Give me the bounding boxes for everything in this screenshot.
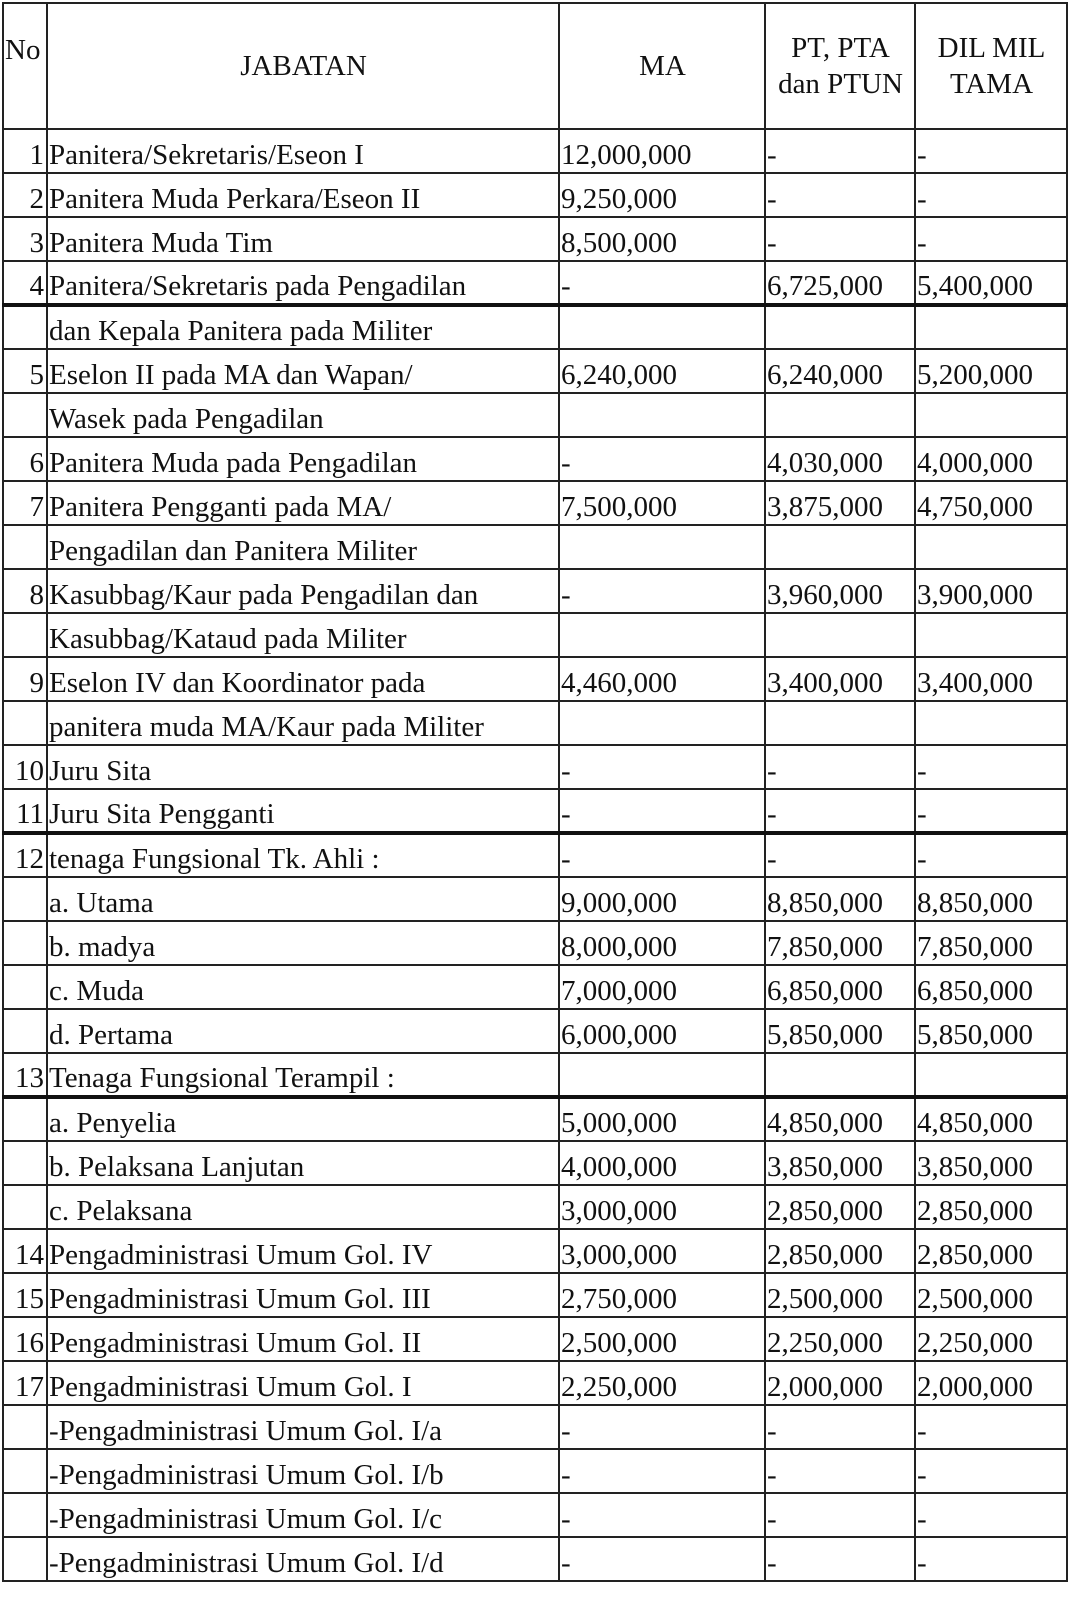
row-no bbox=[3, 305, 47, 349]
row-jabatan: tenaga Fungsional Tk. Ahli : bbox=[47, 833, 559, 877]
row-ma: - bbox=[559, 1493, 765, 1537]
row-dil: 4,750,000 bbox=[915, 481, 1067, 525]
row-pt: 6,850,000 bbox=[765, 965, 915, 1009]
row-no bbox=[3, 1185, 47, 1229]
row-no: 2 bbox=[3, 173, 47, 217]
row-no: 10 bbox=[3, 745, 47, 789]
row-pt bbox=[765, 613, 915, 657]
row-pt: - bbox=[765, 1537, 915, 1581]
row-jabatan: panitera muda MA/Kaur pada Militer bbox=[47, 701, 559, 745]
row-pt: 4,850,000 bbox=[765, 1097, 915, 1141]
row-ma bbox=[559, 1053, 765, 1097]
row-no: 3 bbox=[3, 217, 47, 261]
table-row bbox=[3, 1185, 1067, 1229]
table-row bbox=[3, 1493, 1067, 1537]
row-pt bbox=[765, 1053, 915, 1097]
row-no: 1 bbox=[3, 129, 47, 173]
row-no: 17 bbox=[3, 1361, 47, 1405]
table-row bbox=[3, 921, 1067, 965]
header-pt-line1: PT, PTA bbox=[791, 32, 890, 64]
table-row bbox=[3, 745, 1067, 789]
row-dil: - bbox=[915, 1537, 1067, 1581]
table-row bbox=[3, 789, 1067, 833]
table-row bbox=[3, 613, 1067, 657]
header-jabatan: JABATAN bbox=[47, 3, 559, 129]
row-pt: 6,240,000 bbox=[765, 349, 915, 393]
table-row bbox=[3, 877, 1067, 921]
row-pt bbox=[765, 525, 915, 569]
table-row bbox=[3, 217, 1067, 261]
row-pt: 3,850,000 bbox=[765, 1141, 915, 1185]
table-row bbox=[3, 1141, 1067, 1185]
row-pt: - bbox=[765, 1449, 915, 1493]
header-ma: MA bbox=[559, 3, 765, 129]
row-ma: 3,000,000 bbox=[559, 1185, 765, 1229]
row-jabatan: Juru Sita bbox=[47, 745, 559, 789]
header-no: No bbox=[3, 3, 47, 129]
row-jabatan: Eselon IV dan Koordinator pada bbox=[47, 657, 559, 701]
row-dil: - bbox=[915, 1449, 1067, 1493]
row-no: 14 bbox=[3, 1229, 47, 1273]
row-jabatan: Panitera/Sekretaris/Eseon I bbox=[47, 129, 559, 173]
header-pt-line2: dan PTUN bbox=[778, 68, 903, 100]
table-row bbox=[3, 1097, 1067, 1141]
row-ma: 7,500,000 bbox=[559, 481, 765, 525]
header-dilmiltama bbox=[915, 3, 1067, 129]
table-row bbox=[3, 701, 1067, 745]
table-row bbox=[3, 305, 1067, 349]
table-row bbox=[3, 261, 1067, 305]
row-no: 12 bbox=[3, 833, 47, 877]
row-no bbox=[3, 1405, 47, 1449]
header-dil-line1: DIL MIL bbox=[937, 32, 1046, 64]
row-jabatan: Panitera Muda Perkara/Eseon II bbox=[47, 173, 559, 217]
row-jabatan: -Pengadministrasi Umum Gol. I/d bbox=[47, 1537, 559, 1581]
row-jabatan: -Pengadministrasi Umum Gol. I/a bbox=[47, 1405, 559, 1449]
row-jabatan: Pengadministrasi Umum Gol. II bbox=[47, 1317, 559, 1361]
row-no bbox=[3, 1141, 47, 1185]
table-row bbox=[3, 965, 1067, 1009]
table-row bbox=[3, 1317, 1067, 1361]
row-dil: - bbox=[915, 833, 1067, 877]
row-jabatan: c. Muda bbox=[47, 965, 559, 1009]
row-jabatan: a. Utama bbox=[47, 877, 559, 921]
row-ma: 3,000,000 bbox=[559, 1229, 765, 1273]
row-dil bbox=[915, 305, 1067, 349]
header-dil-line2: TAMA bbox=[949, 68, 1034, 100]
row-pt: - bbox=[765, 1405, 915, 1449]
row-pt: - bbox=[765, 1493, 915, 1537]
row-ma: 6,240,000 bbox=[559, 349, 765, 393]
row-jabatan: c. Pelaksana bbox=[47, 1185, 559, 1229]
row-no bbox=[3, 393, 47, 437]
row-dil: 8,850,000 bbox=[915, 877, 1067, 921]
row-ma: - bbox=[559, 745, 765, 789]
row-pt: 2,500,000 bbox=[765, 1273, 915, 1317]
row-no bbox=[3, 1493, 47, 1537]
row-no: 5 bbox=[3, 349, 47, 393]
row-jabatan: Panitera Muda Tim bbox=[47, 217, 559, 261]
row-pt: 3,960,000 bbox=[765, 569, 915, 613]
row-dil bbox=[915, 701, 1067, 745]
row-pt: 8,850,000 bbox=[765, 877, 915, 921]
row-dil: - bbox=[915, 789, 1067, 833]
row-jabatan: Eselon II pada MA dan Wapan/ bbox=[47, 349, 559, 393]
table-row bbox=[3, 437, 1067, 481]
row-jabatan: Wasek pada Pengadilan bbox=[47, 393, 559, 437]
row-dil: - bbox=[915, 745, 1067, 789]
table-row bbox=[3, 657, 1067, 701]
row-dil bbox=[915, 393, 1067, 437]
row-jabatan: -Pengadministrasi Umum Gol. I/b bbox=[47, 1449, 559, 1493]
row-jabatan: Pengadministrasi Umum Gol. IV bbox=[47, 1229, 559, 1273]
row-dil: 3,400,000 bbox=[915, 657, 1067, 701]
row-ma bbox=[559, 701, 765, 745]
table-row bbox=[3, 349, 1067, 393]
row-no: 7 bbox=[3, 481, 47, 525]
row-no bbox=[3, 701, 47, 745]
table-row bbox=[3, 1009, 1067, 1053]
row-ma: 12,000,000 bbox=[559, 129, 765, 173]
row-ma: 7,000,000 bbox=[559, 965, 765, 1009]
row-pt: - bbox=[765, 217, 915, 261]
row-ma: 4,000,000 bbox=[559, 1141, 765, 1185]
row-dil: - bbox=[915, 217, 1067, 261]
row-no bbox=[3, 1449, 47, 1493]
row-jabatan: Panitera Pengganti pada MA/ bbox=[47, 481, 559, 525]
table-row bbox=[3, 1405, 1067, 1449]
row-no: 9 bbox=[3, 657, 47, 701]
row-pt: 2,850,000 bbox=[765, 1185, 915, 1229]
table-row bbox=[3, 129, 1067, 173]
table-row bbox=[3, 173, 1067, 217]
row-ma: - bbox=[559, 261, 765, 305]
row-ma: 8,000,000 bbox=[559, 921, 765, 965]
table-row bbox=[3, 833, 1067, 877]
row-no: 13 bbox=[3, 1053, 47, 1097]
row-pt: 3,400,000 bbox=[765, 657, 915, 701]
row-pt bbox=[765, 393, 915, 437]
row-ma bbox=[559, 525, 765, 569]
row-jabatan: Kasubbag/Kataud pada Militer bbox=[47, 613, 559, 657]
row-jabatan: dan Kepala Panitera pada Militer bbox=[47, 305, 559, 349]
row-dil: 4,000,000 bbox=[915, 437, 1067, 481]
table-row bbox=[3, 393, 1067, 437]
table-row bbox=[3, 481, 1067, 525]
row-pt: - bbox=[765, 173, 915, 217]
header-pt-pta-ptun bbox=[765, 3, 915, 129]
salary-table bbox=[2, 2, 1068, 1582]
row-dil: 7,850,000 bbox=[915, 921, 1067, 965]
row-no bbox=[3, 1009, 47, 1053]
row-ma bbox=[559, 613, 765, 657]
row-jabatan: Panitera/Sekretaris pada Pengadilan bbox=[47, 261, 559, 305]
row-dil: - bbox=[915, 1405, 1067, 1449]
row-no bbox=[3, 525, 47, 569]
row-pt: 7,850,000 bbox=[765, 921, 915, 965]
row-dil: 3,900,000 bbox=[915, 569, 1067, 613]
row-no bbox=[3, 1537, 47, 1581]
row-ma: 2,500,000 bbox=[559, 1317, 765, 1361]
row-dil: 5,850,000 bbox=[915, 1009, 1067, 1053]
row-pt: 6,725,000 bbox=[765, 261, 915, 305]
row-no: 6 bbox=[3, 437, 47, 481]
row-ma: - bbox=[559, 789, 765, 833]
row-no bbox=[3, 613, 47, 657]
row-ma: 4,460,000 bbox=[559, 657, 765, 701]
row-no: 16 bbox=[3, 1317, 47, 1361]
row-no: 8 bbox=[3, 569, 47, 613]
row-no: 4 bbox=[3, 261, 47, 305]
row-pt: - bbox=[765, 833, 915, 877]
row-pt bbox=[765, 701, 915, 745]
table-row bbox=[3, 1053, 1067, 1097]
row-dil: 2,850,000 bbox=[915, 1185, 1067, 1229]
row-dil bbox=[915, 525, 1067, 569]
row-dil: 3,850,000 bbox=[915, 1141, 1067, 1185]
table-row bbox=[3, 569, 1067, 613]
row-jabatan: Panitera Muda pada Pengadilan bbox=[47, 437, 559, 481]
row-pt: 3,875,000 bbox=[765, 481, 915, 525]
row-ma: 6,000,000 bbox=[559, 1009, 765, 1053]
table-row bbox=[3, 1273, 1067, 1317]
table-row bbox=[3, 525, 1067, 569]
row-jabatan: Juru Sita Pengganti bbox=[47, 789, 559, 833]
row-ma: - bbox=[559, 437, 765, 481]
row-dil: 2,850,000 bbox=[915, 1229, 1067, 1273]
table-row bbox=[3, 1449, 1067, 1493]
row-dil: 2,250,000 bbox=[915, 1317, 1067, 1361]
row-dil bbox=[915, 613, 1067, 657]
row-dil: 5,400,000 bbox=[915, 261, 1067, 305]
row-jabatan: a. Penyelia bbox=[47, 1097, 559, 1141]
row-jabatan: Pengadministrasi Umum Gol. III bbox=[47, 1273, 559, 1317]
row-no: 11 bbox=[3, 789, 47, 833]
row-ma bbox=[559, 393, 765, 437]
row-ma: 9,250,000 bbox=[559, 173, 765, 217]
row-dil: - bbox=[915, 129, 1067, 173]
row-ma: 2,250,000 bbox=[559, 1361, 765, 1405]
row-pt: - bbox=[765, 745, 915, 789]
table-row bbox=[3, 1537, 1067, 1581]
row-ma: 5,000,000 bbox=[559, 1097, 765, 1141]
table-row bbox=[3, 1361, 1067, 1405]
row-ma: 2,750,000 bbox=[559, 1273, 765, 1317]
row-pt: 5,850,000 bbox=[765, 1009, 915, 1053]
row-jabatan: b. madya bbox=[47, 921, 559, 965]
row-dil: - bbox=[915, 173, 1067, 217]
row-pt: 2,000,000 bbox=[765, 1361, 915, 1405]
row-pt bbox=[765, 305, 915, 349]
row-ma: 8,500,000 bbox=[559, 217, 765, 261]
row-pt: 2,850,000 bbox=[765, 1229, 915, 1273]
row-no bbox=[3, 965, 47, 1009]
row-no bbox=[3, 877, 47, 921]
row-no: 15 bbox=[3, 1273, 47, 1317]
row-dil: 4,850,000 bbox=[915, 1097, 1067, 1141]
row-jabatan: -Pengadministrasi Umum Gol. I/c bbox=[47, 1493, 559, 1537]
row-jabatan: d. Pertama bbox=[47, 1009, 559, 1053]
row-pt: 2,250,000 bbox=[765, 1317, 915, 1361]
row-jabatan: Kasubbag/Kaur pada Pengadilan dan bbox=[47, 569, 559, 613]
row-dil: 2,500,000 bbox=[915, 1273, 1067, 1317]
header-row bbox=[3, 3, 1067, 129]
row-dil bbox=[915, 1053, 1067, 1097]
row-dil: 6,850,000 bbox=[915, 965, 1067, 1009]
row-ma: - bbox=[559, 569, 765, 613]
table-row bbox=[3, 1229, 1067, 1273]
row-ma: 9,000,000 bbox=[559, 877, 765, 921]
row-jabatan: Pengadilan dan Panitera Militer bbox=[47, 525, 559, 569]
row-ma: - bbox=[559, 1405, 765, 1449]
row-pt: 4,030,000 bbox=[765, 437, 915, 481]
row-dil: 2,000,000 bbox=[915, 1361, 1067, 1405]
row-ma bbox=[559, 305, 765, 349]
row-pt: - bbox=[765, 129, 915, 173]
row-ma: - bbox=[559, 833, 765, 877]
row-jabatan: b. Pelaksana Lanjutan bbox=[47, 1141, 559, 1185]
row-dil: - bbox=[915, 1493, 1067, 1537]
row-ma: - bbox=[559, 1449, 765, 1493]
row-jabatan: Pengadministrasi Umum Gol. I bbox=[47, 1361, 559, 1405]
row-jabatan: Tenaga Fungsional Terampil : bbox=[47, 1053, 559, 1097]
row-ma: - bbox=[559, 1537, 765, 1581]
row-dil: 5,200,000 bbox=[915, 349, 1067, 393]
row-no bbox=[3, 921, 47, 965]
row-no bbox=[3, 1097, 47, 1141]
row-pt: - bbox=[765, 789, 915, 833]
